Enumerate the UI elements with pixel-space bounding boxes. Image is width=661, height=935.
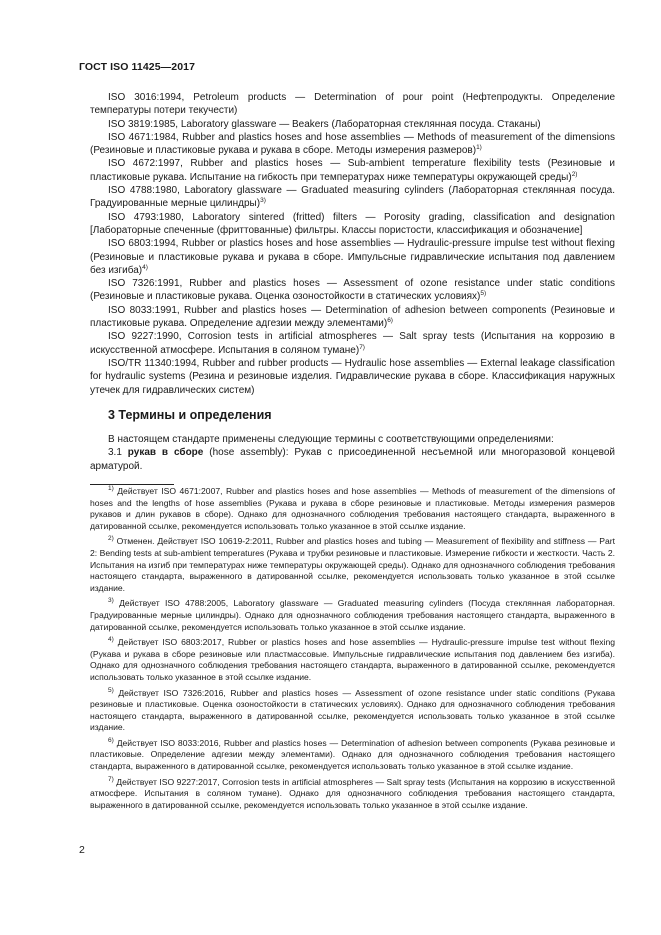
footnote-ref[interactable]: 7)	[359, 343, 365, 351]
reference-item: ISO 4793:1980, Laboratory sintered (fritted) filters — Porosity grading, classification and designation [Лабораторные спеченные (фриттованные) фильтры. Классы пористости, классификация и обозначение]	[90, 211, 615, 236]
section-intro: В настоящем стандарте применены следующие термины с соответствующими определениями:	[108, 434, 554, 445]
footnote: $^{4)}$ Действует ISO 6803:2017, Rubber or plastics hoses and hose assemblies — Hydraulic-pressure impulse test without flexing (Рукава и рукава в сборе резиновые или пластмассовые. Импульсные гидравлические испытания под давлением без изгиба). Однако для однозначного соблюдения требования настоящего стандарта, выраженного в датированной ссылке, рекомендуется использовать только указанное в этой ссылке издание.	[90, 636, 615, 682]
term-definition	[90, 446, 615, 473]
term-text: (hose assembly): Рукав с присоединенной несъемной или многоразовой концевой арматурой.	[90, 447, 615, 472]
footnote-ref[interactable]: 2)	[571, 170, 578, 178]
footnote: $^{2)}$ Отменен. Действует ISO 10619-2:2011, Rubber and plastics hoses and tubing — Measurement of flexibility and stiffness — Part 2: Bending tests at sub-ambient temperatures (Рукава и трубки резиновые и пластиковые. Измерение гибкости и жесткости. Часть 2. Испытания на изгиб при температурах ниже температуры окружающей среды). Однако для однозначного соблюдения требования настоящего стандарта, выраженного в датированной ссылке, рекомендуется использовать только указанное в этой ссылке издание.	[90, 535, 615, 593]
reference-item: ISO 9227:1990, Corrosion tests in artificial atmospheres — Salt spray tests (Испытания на коррозию в искусственной атмосфере. Испытания в соляном тумане)$^{7)}$	[90, 331, 615, 356]
footnote: $^{5)}$ Действует ISO 7326:2016, Rubber and plastics hoses — Assessment of ozone resistance under static conditions (Рукава резиновые и пластиковые. Оценка озоностойкости в статических условиях). Однако для однозначного соблюдения требования настоящего стандарта, выраженного в датированной ссылке, рекомендуется использовать только указанное в этой ссылке издание.	[90, 686, 616, 733]
footnote-ref[interactable]: 3)	[260, 197, 266, 205]
footnote-ref[interactable]: 5)	[480, 290, 487, 298]
page-number: 2	[79, 844, 85, 856]
document-header: ГОСТ ISO 11425—2017	[79, 61, 196, 73]
reference-item: ISO 7326:1991, Rubber and plastics hoses — Assessment of ozone resistance under static conditions (Резиновые и пластиковые рукава. Оценка озоностойкости в статических условиях)$^{5)}$	[90, 278, 615, 303]
reference-item: ISO 8033:1991, Rubber and plastics hoses — Determination of adhesion between components (Резиновые и пластиковые рукава. Определение адгезии между элементами)$^{6)}$	[90, 304, 615, 330]
section-heading: 3 Термины и определения	[108, 408, 272, 422]
reference-item: ISO 4672:1997, Rubber and plastics hoses — Sub-ambient temperature flexibility tests (Резиновые и пластиковые рукава. Испытание на гибкость при температурах ниже температуры окружающей среды)$^{2)}$	[90, 158, 615, 183]
term-name: рукав в сборе	[127, 447, 204, 459]
reference-item: ISO 6803:1994, Rubber or plastics hoses and hose assemblies — Hydraulic-pressure impulse test without flexing (Резиновые и пластиковые рукава и рукава в сборе. Импульсные гидравлические испытания под давлением без изгиба)$^{4)}$	[90, 238, 615, 276]
footnote: $^{1)}$ Действует ISO 4671:2007, Rubber and plastics hoses and hose assemblies — Methods of measurement of the dimensions of hoses and the lengths of hose assemblies (Рукава и рукава в сборе резиновые и пластиковые. Методы измерения размеров рукавов и длин рукавов в сборе). Однако для однозначного соблюдения требования настоящего стандарта, выраженного в датированной ссылке, рекомендуется использовать только указанное в этой ссылке издание.	[90, 485, 616, 531]
section-body	[90, 433, 615, 473]
footnote-ref[interactable]: 4)	[142, 263, 148, 271]
footnote-divider	[90, 484, 174, 485]
reference-item: ISO 4788:1980, Laboratory glassware — Graduated measuring cylinders (Лабораторная стеклянная посуда. Градуированные мерные цилиндры)$^{3)}$	[90, 185, 615, 210]
normative-references-list	[90, 91, 615, 397]
footnote-ref[interactable]: 6)	[387, 317, 393, 325]
footnote-ref[interactable]: 1)	[476, 144, 482, 152]
footnote: $^{3)}$ Действует ISO 4788:2005, Laboratory glassware — Graduated measuring cylinders (Посуда стеклянная лабораторная. Градуированные мерные цилиндры). Однако для однозначного соблюдения требования настоящего стандарта, выраженного в датированной ссылке, рекомендуется использовать только указанное в этой ссылке издание.	[90, 597, 616, 632]
footnote: $^{6)}$ Действует ISO 8033:2016, Rubber and plastics hoses — Determination of adhesion between components (Рукава резиновые и пластиковые. Определение адгезии между элементами). Однако для однозначного соблюдения требования настоящего стандарта, выраженного в датированной ссылке, рекомендуется использовать только указанное в этой ссылке издание.	[90, 736, 616, 772]
footnote: $^{7)}$ Действует ISO 9227:2017, Corrosion tests in artificial atmospheres — Salt spray tests (Испытания на коррозию в искусственной атмосфере. Испытания в соляном тумане). Однако для однозначного соблюдения требования настоящего стандарта, выраженного в датированной ссылке, рекомендуется использовать только указанное в этой ссылке издание.	[90, 775, 615, 810]
term-number: 3.1	[108, 447, 122, 459]
footnotes-list	[90, 486, 615, 815]
reference-item: ISO 3016:1994, Petroleum products — Determination of pour point (Нефтепродукты. Определение температуры потери текучести)	[90, 92, 615, 117]
reference-item: ISO 4671:1984, Rubber and plastics hoses and hose assemblies — Methods of measurement of the dimensions (Резиновые и пластиковые рукава и рукава в сборе. Методы измерения размеров)$^{1)}$	[90, 131, 615, 157]
reference-item: ISO/TR 11340:1994, Rubber and rubber products — Hydraulic hose assemblies — External leakage classification for hydraulic systems (Резина и резиновые изделия. Гидравлические рукава в сборе. Классификация наружных утечек для гидравлических систем)	[90, 357, 615, 396]
reference-item: ISO 3819:1985, Laboratory glassware — Beakers (Лабораторная стеклянная посуда. Стаканы)	[108, 118, 541, 130]
